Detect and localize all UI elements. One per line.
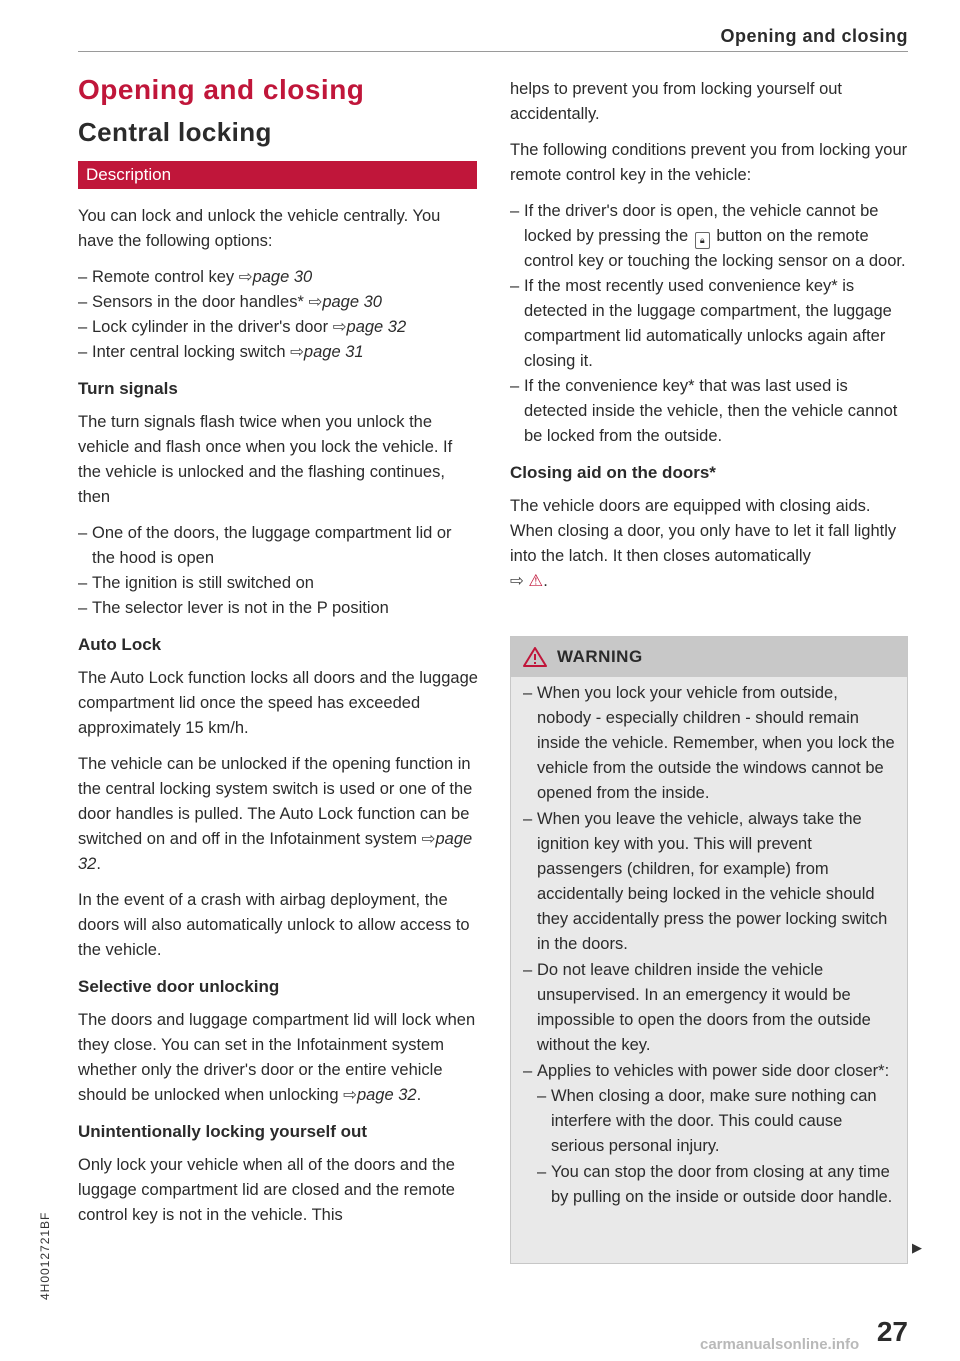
header-rule xyxy=(78,51,908,52)
page-reference[interactable]: page 30 xyxy=(322,293,382,311)
selective-text: The doors and luggage compartment lid will lock when they close. You can set in the Infotainment system whether only the driver's door or the entire vehicle should be unlocked when unlocking ⇨page 32. xyxy=(78,1011,476,1104)
page-reference[interactable]: page 30 xyxy=(252,268,313,286)
turn-signals-text: The turn signals flash twice when you unlock the vehicle and flash once when you lock the vehicle. If the vehicle is unlocked and the flashing continues, then xyxy=(78,413,453,506)
list-item: – When closing a door, make sure nothing can interfere with the door. This could cause serious personal injury. xyxy=(537,1084,895,1159)
document-code: 4H0012721BF xyxy=(38,1211,52,1300)
chapter-title: Opening and closing xyxy=(78,74,365,105)
list-item: – Applies to vehicles with power side door closer*: – When closing a door, make sure nothing can interfere with the door. This could cause serious personal injury. – You can stop the door from closing at any time by pulling on the inside or outside door handle. xyxy=(523,1059,895,1210)
continued-text: helps to prevent you from locking yourself out accidentally. xyxy=(510,80,843,123)
warning-title: WARNING xyxy=(557,647,643,666)
turn-signals-heading: Turn signals xyxy=(78,379,178,398)
closing-aid-text: The vehicle doors are equipped with closing aids. When closing a door, you only have to let it fall lightly into the latch. It then closes automatically ⇨ ⚠︎. xyxy=(510,497,897,590)
conditions-text: The following conditions prevent you from locking your remote control key in the vehicle: xyxy=(510,141,908,184)
arrow-right-icon: ⇨ xyxy=(510,572,524,590)
auto-lock-unlock-text: The vehicle can be unlocked if the opening function in the central locking system switch is used or one of the door handles is pulled. The Auto Lock function can be switched on and off in the Infotainment system ⇨page 32. xyxy=(78,755,473,873)
conditions-list xyxy=(510,199,910,449)
page-reference[interactable]: page 32 xyxy=(346,318,407,336)
page-reference[interactable]: page 32 xyxy=(356,1086,417,1104)
right-column xyxy=(510,77,910,605)
arrow-right-icon: ⇨ xyxy=(290,343,304,361)
warning-triangle-icon xyxy=(523,647,547,667)
selective-heading: Selective door unlocking xyxy=(78,977,280,996)
left-column xyxy=(78,204,478,1239)
page-reference[interactable]: page 32 xyxy=(78,830,473,873)
warning-list xyxy=(523,681,895,1210)
arrow-right-icon: ⇨ xyxy=(332,318,347,336)
list-item: – The selector lever is not in the P position xyxy=(78,596,478,621)
lock-button-icon: 🔒︎ xyxy=(695,232,710,249)
description-bar: Description xyxy=(78,161,477,189)
warning-sublist xyxy=(537,1084,895,1210)
list-item: – When you leave the vehicle, always take the ignition key with you. This will prevent passengers (children, for example) from accidentally being locked in the vehicle should they accidentally press the power locking switch in the doors. xyxy=(523,807,895,957)
list-item: – Remote control key ⇨page 30 xyxy=(78,265,478,290)
list-item: – One of the doors, the luggage compartment lid or the hood is open xyxy=(78,521,478,571)
list-item: – When you lock your vehicle from outside, nobody - especially children - should remain inside the vehicle. Remember, when you lock the vehicle from the outside the windows cannot be opened from the inside. xyxy=(523,681,895,806)
list-item: – Lock cylinder in the driver's door ⇨page 32 xyxy=(78,315,478,340)
list-item: – Inter central locking switch ⇨page 31 xyxy=(78,340,478,365)
warning-header xyxy=(511,637,907,677)
running-header: Opening and closing xyxy=(720,26,908,46)
list-item: – If the driver's door is open, the vehicle cannot be locked by pressing the 🔒︎ button on the remote control key or touching the locking sensor on a door. xyxy=(510,199,910,274)
closing-aid-heading: Closing aid on the doors* xyxy=(510,463,716,482)
watermark: carmanualsonline.info xyxy=(700,1336,860,1353)
section-title: Central locking xyxy=(78,117,272,147)
unintentional-text: Only lock your vehicle when all of the doors and the luggage compartment lid are closed and the remote control key is not in the vehicle. This xyxy=(78,1156,455,1224)
arrow-right-icon: ⇨ xyxy=(308,293,323,311)
arrow-right-icon: ⇨ xyxy=(343,1086,357,1104)
warning-body xyxy=(511,677,907,1210)
list-item: – Sensors in the door handles* ⇨page 30 xyxy=(78,290,478,315)
list-item: – The ignition is still switched on xyxy=(78,571,478,596)
warning-box xyxy=(510,636,908,1264)
intro-text: You can lock and unlock the vehicle centrally. You have the following options: xyxy=(78,207,441,250)
list-item: – You can stop the door from closing at any time by pulling on the inside or outside door handle. xyxy=(537,1160,895,1210)
crash-unlock-text: In the event of a crash with airbag deployment, the doors will also automatically unlock to allow access to the vehicle. xyxy=(78,891,470,959)
auto-lock-heading: Auto Lock xyxy=(78,635,162,654)
unintentional-heading: Unintentionally locking yourself out xyxy=(78,1122,368,1141)
continue-arrow-icon: ▶ xyxy=(912,1240,922,1255)
page-number: 27 xyxy=(876,1316,908,1347)
turn-signals-list xyxy=(78,521,478,621)
arrow-right-icon: ⇨ xyxy=(421,830,436,848)
list-item: – Do not leave children inside the vehicle unsupervised. In an emergency it would be impossible to open the doors from the outside without the key. xyxy=(523,958,895,1058)
list-item: – If the most recently used convenience key* is detected in the luggage compartment, the luggage compartment lid automatically unlocks again after closing it. xyxy=(510,274,910,374)
list-item: – If the convenience key* that was last used is detected inside the vehicle, then the vehicle cannot be locked from the outside. xyxy=(510,374,910,449)
arrow-right-icon: ⇨ xyxy=(238,268,253,286)
auto-lock-text: The Auto Lock function locks all doors and the luggage compartment lid once the speed has exceeded approximately 15 km/h. xyxy=(78,669,478,737)
page-reference[interactable]: page 31 xyxy=(303,343,364,361)
options-list xyxy=(78,265,478,365)
warning-triangle-icon: ⚠︎ xyxy=(528,572,544,590)
